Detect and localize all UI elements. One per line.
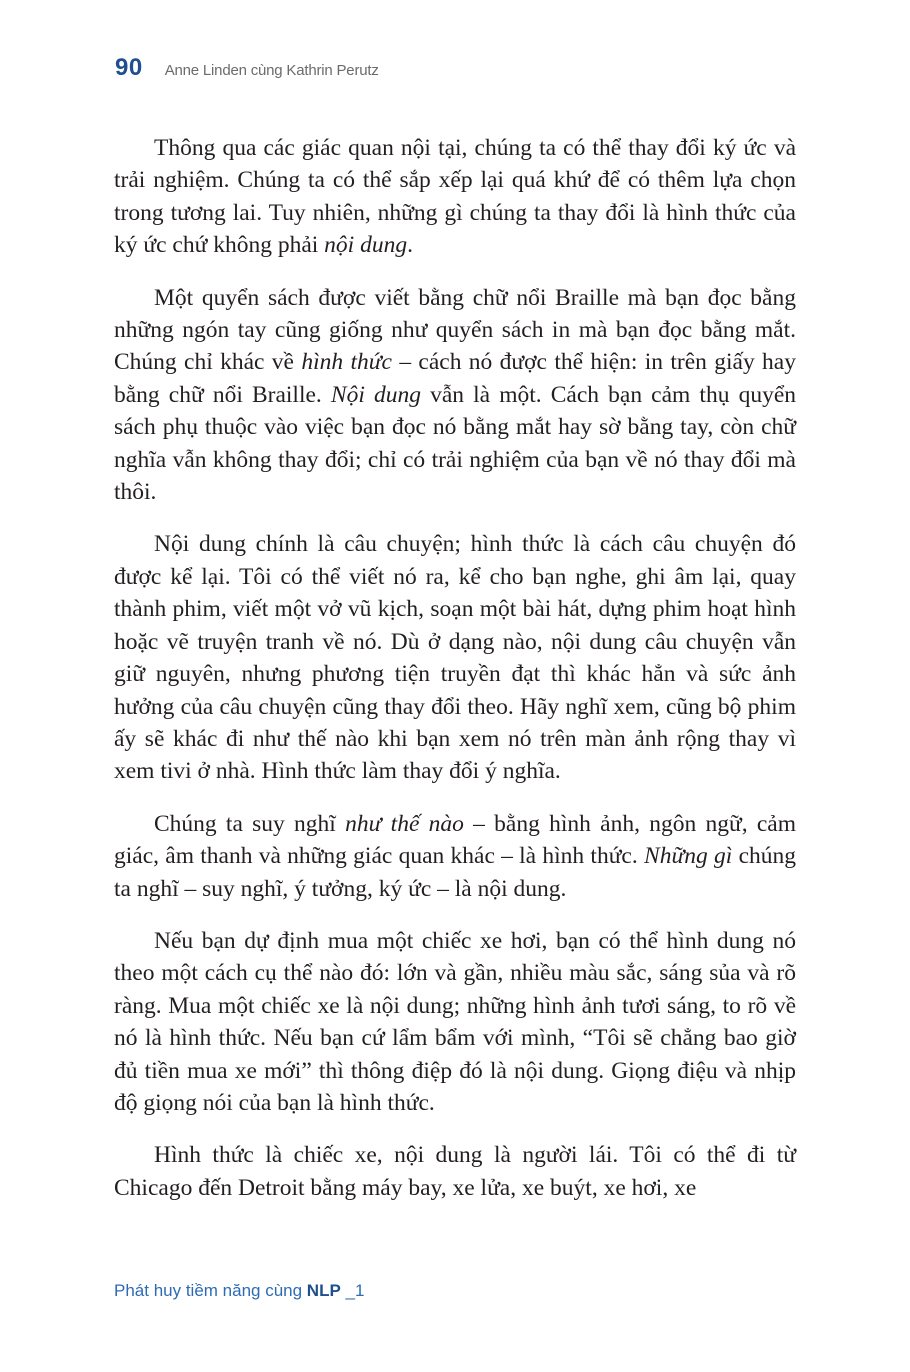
italic-text: nội dung xyxy=(324,232,408,259)
text-run: – bằng hình ảnh, ngôn ngữ, cảm giác, âm thanh và những giác quan khác – là hình thức. xyxy=(114,810,796,870)
paragraph xyxy=(114,282,796,509)
paragraph xyxy=(114,925,796,1119)
paragraph xyxy=(114,808,796,905)
text-run: . xyxy=(407,232,413,259)
text-run: Thông qua các giác quan nội tại, chúng ta có thể thay đổi ký ức và trải nghiệm. Chúng ta có thể sắp xếp lại quá khứ để có thêm lựa chọn trong tương lai. Tuy nhiên, những gì chúng ta thay đổi là hình thức của ký ức chứ không phải xyxy=(114,135,796,259)
page-footer xyxy=(114,1281,364,1301)
text-run: vẫn là một. Cách bạn cảm thụ quyển sách phụ thuộc vào việc bạn đọc nó bằng mắt hay sờ bằng tay, còn chữ nghĩa vẫn không thay đổi; chỉ có trải nghiệm của bạn về nó thay đổi mà thôi. xyxy=(114,381,797,506)
text-run: – cách nó được thể hiện: in trên giấy hay bằng chữ nổi Braille. xyxy=(114,349,796,408)
footer-book-title: Phát huy tiềm năng cùng xyxy=(114,1281,307,1300)
body-text xyxy=(114,132,796,1224)
text-run: Một quyển sách được viết bằng chữ nổi Braille mà bạn đọc bằng những ngón tay cũng giống như quyển sách in mà bạn đọc bằng mắt. Chúng chỉ khác về xyxy=(114,284,796,376)
text-run: Nội dung chính là câu chuyện; hình thức là cách câu chuyện đó được kể lại. Tôi có thể viết nó ra, kể cho bạn nghe, ghi âm lại, quay thành phim, viết một vở vũ kịch, soạn một bài hát, dựng phim hoạt hình hoặc vẽ truyện tranh về nó. Dù ở dạng nào, nội dung câu chuyện vẫn giữ nguyên, nhưng phương tiện truyền đạt thì khác hẳn và sức ảnh hưởng của câu chuyện cũng thay đổi theo. Hãy nghĩ xem, cũng bộ phim ấy sẽ khác đi như thế nào khi bạn xem nó trên màn ảnh rộng thay vì xem tivi ở nhà. Hình thức làm thay đổi ý nghĩa. xyxy=(114,531,796,785)
paragraph xyxy=(114,1139,796,1204)
paragraph xyxy=(114,528,796,787)
footer-volume: _1 xyxy=(340,1281,365,1300)
page-header xyxy=(115,54,379,88)
italic-text: hình thức xyxy=(301,349,392,376)
text-run: Nếu bạn dự định mua một chiếc xe hơi, bạn có thể hình dung nó theo một cách cụ thể nào đó: lớn và gần, nhiều màu sắc, sáng sủa và rõ ràng. Mua một chiếc xe là nội dung; những hình ảnh tươi sáng, to rõ về nó là hình thức. Nếu bạn cứ lẩm bẩm với mình, “Tôi sẽ chẳng bao giờ đủ tiền mua xe mới” thì thông điệp đó là nội dung. Giọng điệu và nhịp độ giọng nói của bạn là hình thức. xyxy=(114,927,796,1116)
page-number: 90 xyxy=(115,54,143,81)
text-run: Chúng ta suy nghĩ xyxy=(154,810,346,837)
italic-text: như thế nào xyxy=(345,810,464,837)
italic-text: Nội dung xyxy=(330,381,421,408)
text-run: chúng ta nghĩ – suy nghĩ, ý tưởng, ký ức – là nội dung. xyxy=(114,843,797,902)
paragraph xyxy=(114,132,796,262)
running-head-authors: Anne Linden cùng Kathrin Perutz xyxy=(164,62,379,79)
italic-text: Những gì xyxy=(644,843,733,870)
text-run: Hình thức là chiếc xe, nội dung là người lái. Tôi có thể đi từ Chicago đến Detroit bằng máy bay, xe lửa, xe buýt, xe hơi, xe xyxy=(114,1142,796,1201)
footer-book-title-bold: NLP xyxy=(306,1281,341,1300)
